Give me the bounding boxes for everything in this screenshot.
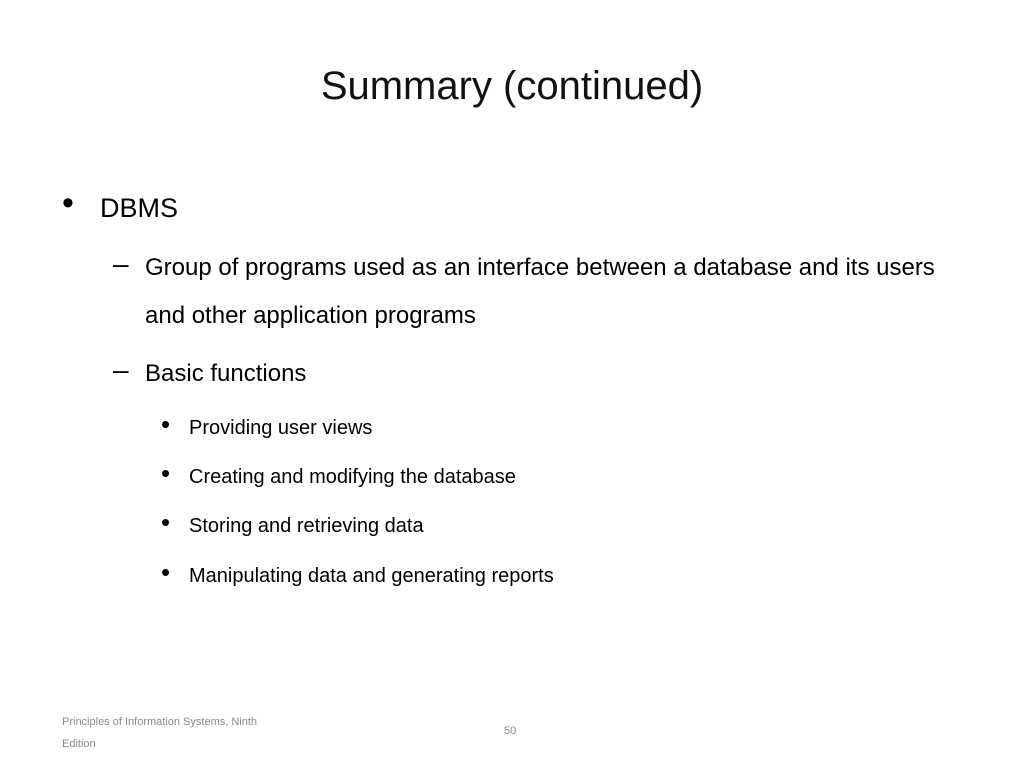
sub-sub-bullet-text: Manipulating data and generating reports [189, 565, 554, 587]
sub-sub-bullet-text: Providing user views [189, 417, 373, 439]
dash-icon: – [113, 354, 129, 385]
slide-title: Summary (continued) [320, 64, 704, 108]
bullet-text: DBMS [100, 193, 179, 223]
dash-icon: – [113, 248, 129, 279]
bullet-icon: • [62, 184, 74, 222]
footer-source: Principles of Information Systems, Ninth Edition [62, 716, 258, 750]
bullet-icon: • [161, 507, 171, 537]
sub-sub-bullet-text: Creating and modifying the database [189, 466, 516, 488]
bullet-icon: • [161, 409, 171, 439]
sub-sub-bullet-text: Storing and retrieving data [189, 515, 424, 537]
sub-bullet-text: Basic functions [145, 360, 307, 387]
sub-bullet-text: Group of programs used as an interface between a database and its users and other application programs [145, 254, 935, 329]
page-number: 50 [504, 725, 517, 737]
bullet-icon: • [161, 458, 171, 488]
bullet-icon: • [161, 557, 171, 587]
